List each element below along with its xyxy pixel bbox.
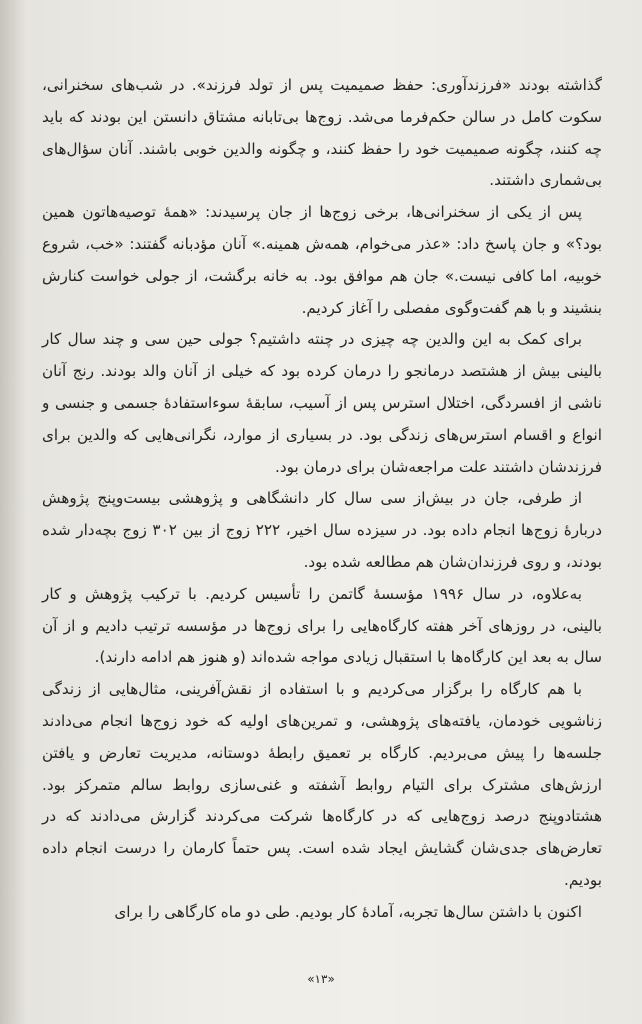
paragraph-7: اکنون با داشتن سال‌ها تجربه، آمادهٔ کار بودیم. طی دو ماه کارگاهی را برای (114, 902, 582, 921)
page-gutter-shadow (0, 0, 26, 1024)
paragraph-2: پس از یکی از سخنرانی‌ها، برخی زوج‌ها از جان پرسیدند: «همهٔ توصیه‌هاتون همین بود؟» و جان پاسخ داد: «عذر می‌خوام، همه‌ش همینه.» آنان مؤدبانه گفتند: «خب، شروع خوبیه، اما کافی نیست.» جان هم موافق بود. به خانه برگشت، از جولی خواست کنارش بنشیند و با هم گفت‌وگوی مفصلی را آغاز کردیم. (42, 203, 602, 317)
paragraph-3: برای کمک به این والدین چه چیزی در چنته داشتیم؟ جولی حین سی و چند سال کار بالینی بیش از هشتصد درمانجو را درمان کرده بود که خیلی از آنان والد بودند. رنج آنان ناشی از افسردگی، اختلال استرس پس از آسیب، سابقهٔ سوءاستفادهٔ جسمی و جنسی و انواع و اقسام استرس‌های زندگی بود. در بسیاری از موارد، نگرانی‌هایی که والدین برای فرزندشان داشتند علت مراجعه‌شان برای درمان بود. (42, 330, 602, 476)
paragraph-5: به‌علاوه، در سال ۱۹۹۶ مؤسسهٔ گاتمن را تأسیس کردیم. با ترکیب پژوهش و کار بالینی، در روزهای آخر هفته کارگاه‌هایی را برای زوج‌ها در مؤسسه ترتیب دادیم و از آن سال به بعد این کارگاه‌ها با استقبال زیادی مواجه شده‌اند (و هنوز هم ادامه دارند). (42, 584, 602, 667)
paragraph-1: گذاشته بودند «فرزندآوری: حفظ صمیمیت پس از تولد فرزند». در شب‌های سخنرانی، سکوت کامل در سالن حکم‌فرما می‌شد. زوج‌ها بی‌تابانه مشتاق دانستن این بودند که باید چه کنند، چگونه صمیمیت خود را حفظ کنند، و چگونه والدین خوبی باشند. آنان سؤال‌های بی‌شماری داشتند. (42, 76, 602, 190)
page-number: «۱۳» (307, 972, 335, 986)
paragraph-6: با هم کارگاه را برگزار می‌کردیم و با استفاده از نقش‌آفرینی، مثال‌هایی از زندگی زناشویی خودمان، یافته‌های پژوهشی، و تمرین‌های اولیه که خود زوج‌ها انجام می‌دادند جلسه‌ها را پیش می‌بردیم. کارگاه بر تعمیق رابطهٔ دوستانه، مدیریت تعارض و یافتن ارزش‌های مشترک برای التیام روابط آشفته و غنی‌سازی روابط سالم متمرکز بود. هشتادوپنج درصد زوج‌هایی که در کارگاه‌ها شرکت می‌کردند گزارش می‌دادند که در تعارض‌های جدی‌شان گشایش ایجاد شده است. پس حتماً کارمان را درست انجام داده بودیم. (42, 680, 602, 889)
paragraph-4: از طرفی، جان در بیش‌از سی سال کار دانشگاهی و پژوهشی بیست‌وپنج پژوهش دربارهٔ زوج‌ها انجام داده بود. در سیزده سال اخیر، ۲۲۲ زوج از بین ۳۰۲ زوج بچه‌دار شده بودند، و روی فرزندان‌شان هم مطالعه شده بود. (42, 489, 602, 571)
body-text (42, 70, 602, 929)
